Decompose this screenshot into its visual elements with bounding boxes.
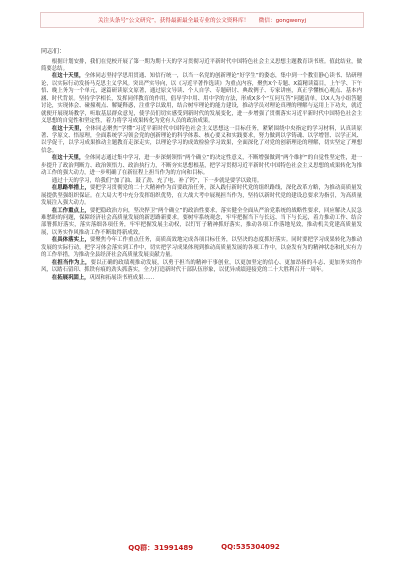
paragraph-text: 全体同志坚持学思用贯通、知信行统一，以当一名党的创新理论“好学生”的姿态，集中到一个教室静心读书、钻研理论，以实际行动发扬马克思主义学风。突出严实导向，以《习近平著作选读》为重点内容，聚焦X个专题、X篇精读篇目，上午学、下午悟、晚上务为一个单元，逐篇研读原文原著，通过原文导读、个人自学、专题研讨、典故例子、专家讲座，真正学懂核心观点、基本内涵、时代背景。坚持学学相长，发挥同伴教育的作用，倡导学中用、用中学的方法，形成X多个“互问互答”问题清单，以X人为小组答题讨论，实现体会、碰撞观点、解疑释惑，注重学以致用，结合树牢理论的能力建设，推动学员对理论真理的理解与运用上下功夫，就近就便开展现场教学，听取基层群众意见，使学员们切实感受到新时代的发展变化，进一步增强了贯彻落实习近平新时代中国特色社会主义思想的自觉性和坚定性，着力将学习成果转化为党有人员的政治成果。 bbox=[41, 73, 362, 125]
document-body bbox=[41, 48, 362, 532]
paragraph-text: 通过十天的学习，给我们“加了油、鼓了劲、充了电、补了钙”，下一步就是要学以致用。 bbox=[51, 177, 263, 184]
paragraph-list bbox=[41, 59, 362, 283]
paragraph-lead: 在担当作为上， bbox=[51, 259, 91, 266]
paragraph bbox=[41, 260, 362, 275]
paragraph-text: 要以正确的政绩观推动发展，以勇于担当的精神干事创业，以更加坚定的信心、更加昂扬的斗志、更加务实的作风，以踏石留印、抓铁有痕的劲头抓落实，全力打造新时代干部队伍形象，以优异成绩迎接党的二十大胜利召开一周年。 bbox=[41, 259, 362, 274]
paragraph-text: 全体同志聚焦“学懂”习近平新时代中国特色社会主义思想这一目标任务，紧紧围绕中央指定的学习材料，认真读原著、学原文、悟原理，全面系统学习领会党的创新理论的科学体系、核心要义和实践要求，努力做到以学铸魂、以学增智、以学正风、以学促干，以学习成果推动主题教育走深走实，以理论学习的成效检验学习效果，全面深化了对党的创新理论的理解，切实坚定了理想信念。 bbox=[41, 125, 362, 154]
paragraph-lead: 在这十天里， bbox=[51, 125, 86, 132]
header-banner bbox=[40, 12, 364, 28]
paragraph-text: 全体同志通过集中学习，进一步深刻领悟“两个确立”的决定性意义，不断增强做到“两个维护”的自觉性坚定性，进一步提升了政治判断力、政治领悟力、政治执行力，不断夯实思想根基，把学习贯彻习近平新时代中国特色社会主义思想的成果转化为推动工作的强大动力，进一步明确了在新征程上担当作为的方向和目标。 bbox=[41, 155, 362, 177]
qq-number: QQ:535304092 bbox=[221, 543, 280, 551]
paragraph bbox=[41, 275, 362, 282]
paragraph bbox=[41, 73, 362, 125]
paragraph-text: 根据计划安排，我们在党校开展了第一期为期十天的学习贯彻习近平新时代中国特色社会主义思想主题教育读书班。值此结业，做简要总结。 bbox=[41, 58, 362, 72]
paragraph-lead: 在思路举措上， bbox=[51, 185, 90, 192]
paragraph-lead: 在具体落实上， bbox=[51, 237, 90, 244]
paragraph bbox=[41, 59, 362, 74]
paragraph-text: 要把学习贯彻党的二十大精神作为首要政治任务，深入践行新时代党的组织路线，深化改革方略，为推动高质量发展提供坚强组织保证。在大局大考中充分发挥组织优势，在大战大考中展现担当作为，坚持以新时代党的建设总要求为指引，为高质量发展注入强大动力。 bbox=[41, 185, 362, 207]
paragraph bbox=[41, 185, 362, 207]
banner-text: 关注头条号“公文研究”，获得最新最全最专业的公文资料库！ bbox=[97, 18, 250, 24]
paragraph bbox=[41, 237, 362, 259]
paragraph-lead: 在这十天里， bbox=[51, 155, 85, 162]
paragraph-lead: 在工作重点上， bbox=[51, 207, 90, 214]
paragraph-text: 要把稳政治方向，坚决捍卫“两个确立”的政治性要求，落实健全全面从严治党系统的战略性要求，回应解决人民急难愁盼的问题，保障经济社会高质量发展的新思路新要求。要树牢系统观念，牢牢把握当下与长远、当下与长远，着力推动工作、结合部署抓好落实，落实落细各项任务，牢牢把握发展主动权，以钉钉子精神抓好落实，推动各项工作落地见效，推动机关党建高质量发展，以务实作风推动工作不断取得新成效。 bbox=[41, 207, 362, 236]
paragraph bbox=[41, 208, 362, 238]
qq-group: QQ群：31991489 bbox=[128, 544, 194, 552]
paragraph-text: 要聚焦今年工作重点任务，高质高效地完成各项目标任务，以坚决的态度抓好落实。同时要把学习成果转化为推动发展的实际行动，把学习体会落实到工作中，切实把学习成果体现到推动高质量发展的各项工作中，以奋发有为的精神状态和扎实有力的工作举措，为推动全县经济社会高质量发展贡献力量。 bbox=[41, 237, 362, 259]
paragraph-lead: 在这十天里， bbox=[51, 73, 85, 80]
greeting: 同志们： bbox=[41, 48, 66, 55]
footer-contact bbox=[0, 543, 408, 553]
paragraph bbox=[41, 155, 362, 177]
paragraph-lead: 在拓展巩固上， bbox=[51, 274, 90, 281]
paragraph bbox=[41, 126, 362, 156]
paragraph-text: 巩固和拓展读书班成果…… bbox=[89, 274, 155, 281]
banner-wechat: 微信：gongwenyj bbox=[258, 18, 307, 24]
